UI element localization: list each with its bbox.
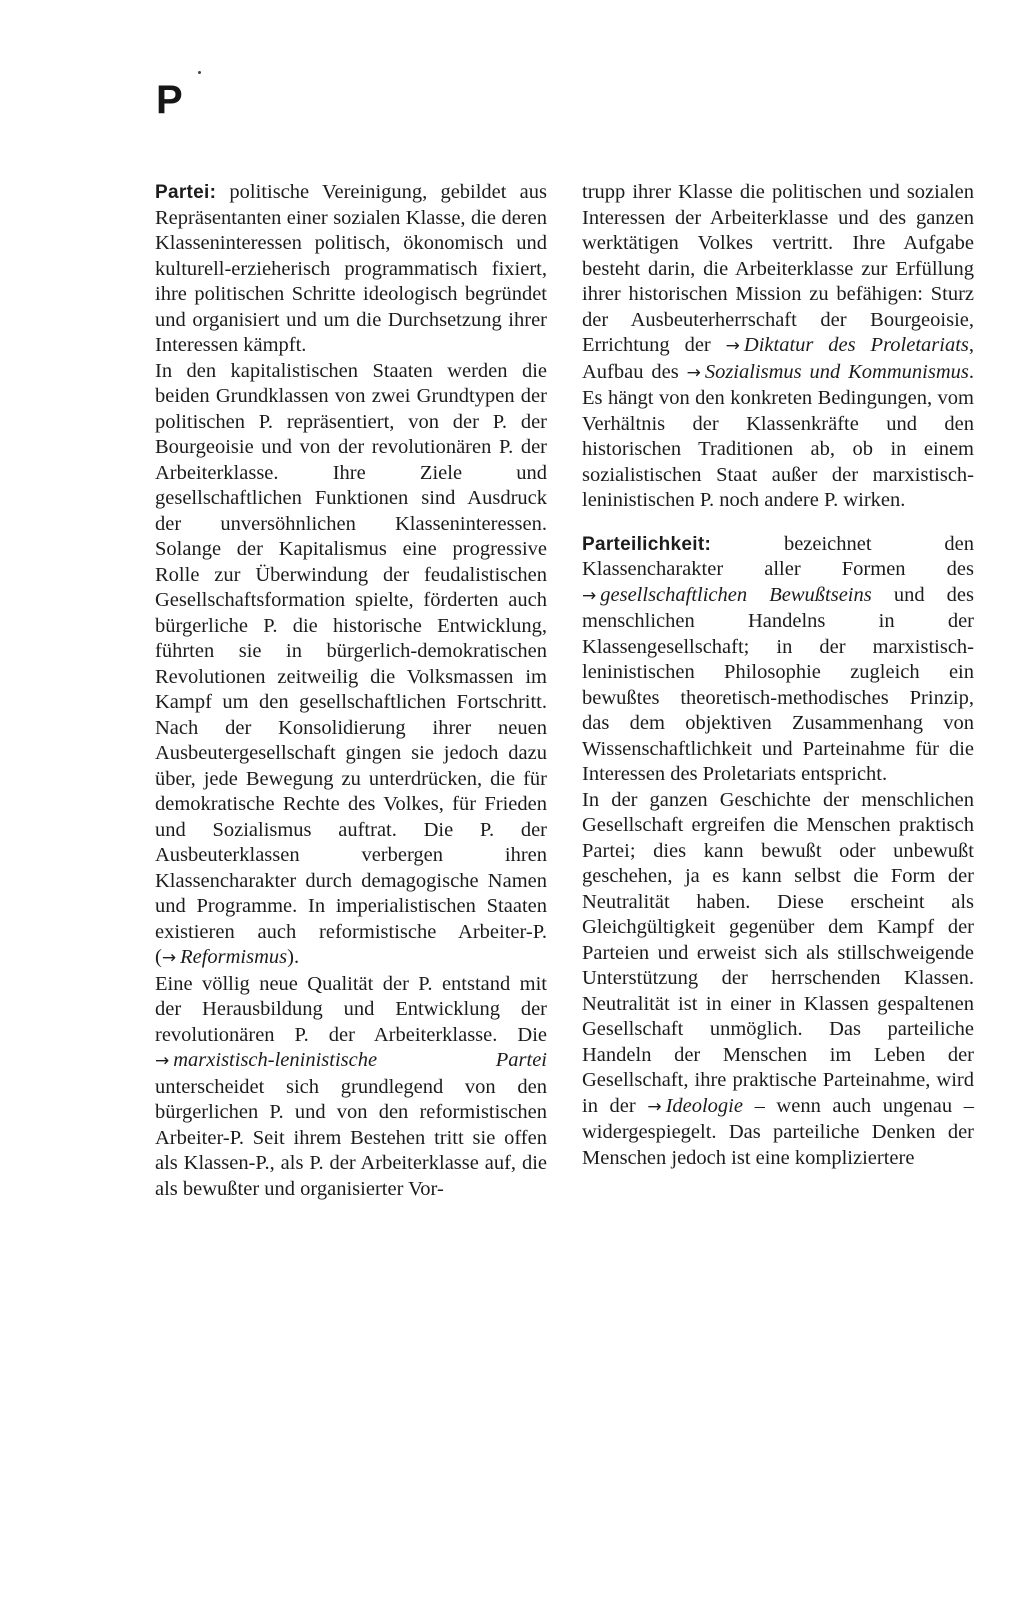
cross-reference-arrow-icon: → bbox=[647, 1096, 662, 1117]
cross-reference-diktatur-des-proletariats[interactable]: Diktatur des Proletariats bbox=[743, 334, 969, 356]
entry-text: . Es hängt von den konkreten Bedingungen, vom Verhältnis der Klassenkräfte und den historischen Traditionen ab, ob in einem sozialistischen Staat außer der marxistisch-leninistischen P. noch andere P. wirken. bbox=[582, 360, 974, 511]
cross-reference-ideologie[interactable]: Ideologie bbox=[665, 1094, 743, 1117]
entry-text: In den kapitalistischen Staaten werden die beiden Grundklassen von zwei Grundtypen der politischen P. repräsentiert, von der P. der Bourgeoisie und von der revolutionären P. der Arbeiterklasse. Ihre Ziele und gesellschaftlichen Funktionen sind Ausdruck der unversöhnlichen Klasseninteressen. Solange der Kapitalismus eine progressive Rolle zur Überwindung der feudalistischen Gesellschaftsformation spielte, förderten auch bürgerliche P. die historische Entwicklung, führten sie in bürgerlich-demokratischen Revolutionen zeitweilig die Volksmassen im Kampf um den gesellschaftlichen Fortschritt. Nach der Konsolidierung ihrer neuen Ausbeutergesellschaft gingen sie jedoch dazu über, jede Bewegung zu unterdrücken, die für demokratische Rechte des Volkes, für Frieden und Sozialismus auftrat. Die P. der Ausbeuterklassen verbergen ihren Klassencharakter durch demagogische Namen und Programme. In imperialistischen Staaten existieren auch reformistische Arbeiter-P. ( bbox=[155, 359, 547, 968]
entry-text: bezeichnet den Klassencharakter aller Formen des bbox=[582, 532, 974, 580]
cross-reference-arrow-icon: → bbox=[725, 336, 740, 356]
cross-reference-marxistisch-leninistische-partei[interactable]: marxistisch-leninistische Partei bbox=[173, 1049, 547, 1071]
left-column bbox=[155, 180, 547, 1202]
entry-text: – wenn auch ungenau – widergespiegelt. Das parteiliche Denken der Menschen jedoch ist eine kompliziertere bbox=[582, 1094, 974, 1169]
entry-text: trupp ihrer Klasse die politischen und sozialen Interessen der Arbeiterklasse und des ganzen werktätigen Volkes vertritt. Ihre Aufgabe besteht darin, die Arbeiterklasse zur Erfüllung ihrer historischen Mission zu befähigen: Sturz der Ausbeuterherrschaft der Bourgeoisie, Errichtung der bbox=[582, 181, 974, 356]
print-speck bbox=[198, 71, 201, 74]
entry-parteilichkeit-paragraph-2 bbox=[582, 788, 974, 1172]
entry-term: Partei: bbox=[155, 182, 217, 203]
entry-text: unterscheidet sich grundlegend von den bürgerlichen P. und von den reformistischen Arbeiter-P. Seit ihrem Bestehen tritt sie offen als Klassen-P., als P. der Arbeiterklasse auf, die als bewußter und organisierter Vor- bbox=[155, 1075, 547, 1200]
cross-reference-sozialismus-und-kommunismus[interactable]: Sozialismus und Kommunismus bbox=[704, 360, 969, 383]
entry-partei-paragraph-3 bbox=[155, 972, 547, 1203]
entry-partei-continued bbox=[582, 180, 974, 514]
entry-text: und des menschlichen Handelns in der Klassengesellschaft; in der marxistisch-leninistischen Philosophie zugleich ein bewußtes theoretisch-methodisches Prinzip, das dem objektiven Zusammenhang von Wissenschaftlichkeit und Parteinahme für die Interessen des Proletariats entspricht. bbox=[582, 583, 974, 785]
cross-reference-arrow-icon: → bbox=[161, 948, 177, 968]
cross-reference-arrow-icon: → bbox=[582, 585, 597, 606]
entry-parteilichkeit-definition bbox=[582, 532, 974, 788]
entry-partei-continuation bbox=[582, 180, 974, 514]
entry-text: Eine völlig neue Qualität der P. entstand mit der Herausbildung und Entwicklung der revolutionären P. der Arbeiterklasse. Die bbox=[155, 972, 547, 1046]
cross-reference-reformismus[interactable]: Reformismus bbox=[180, 946, 288, 968]
entry-text: In der ganzen Geschichte der menschlichen Gesellschaft ergreifen die Menschen praktisch Partei; dies kann bewußt oder unbewußt geschehen, ja es kann selbst die Form der Neutralität haben. Diese erscheint als Gleichgültigkeit gegenüber dem Kampf der Parteien und erweist sich als stillschweigende Unterstützung der herrschenden Klassen. Neutralität ist in einer in Klassen gespaltenen Gesellschaft unmöglich. Das parteiliche Handeln der Menschen im Leben der Gesellschaft, ihre praktische Parteinahme, wird in der bbox=[582, 788, 974, 1117]
entry-partei-paragraph-2 bbox=[155, 359, 547, 972]
entry-partei-definition bbox=[155, 180, 547, 359]
entry-text: , Aufbau des bbox=[582, 334, 974, 383]
entry-term: Parteilichkeit: bbox=[582, 533, 712, 555]
right-column bbox=[582, 180, 974, 1171]
cross-reference-arrow-icon: → bbox=[155, 1051, 170, 1071]
section-letter: P bbox=[156, 78, 183, 122]
entry-text: politische Vereinigung, gebildet aus Repräsentanten einer sozialen Klasse, die deren Klasseninteressen politisch, ökonomisch und kulturell-erzieherisch programmatisch fixiert, ihre politischen Schritte ideologisch begründet und organisiert und um die Durchsetzung ihrer Interessen kämpft. bbox=[155, 181, 547, 356]
entry-parteilichkeit bbox=[582, 532, 974, 1172]
entry-partei bbox=[155, 180, 547, 1202]
entry-text: ). bbox=[287, 946, 300, 968]
cross-reference-arrow-icon: → bbox=[686, 362, 701, 383]
cross-reference-gesellschaftliches-bewusstsein[interactable]: gesellschaftlichen Bewußtseins bbox=[600, 583, 872, 606]
